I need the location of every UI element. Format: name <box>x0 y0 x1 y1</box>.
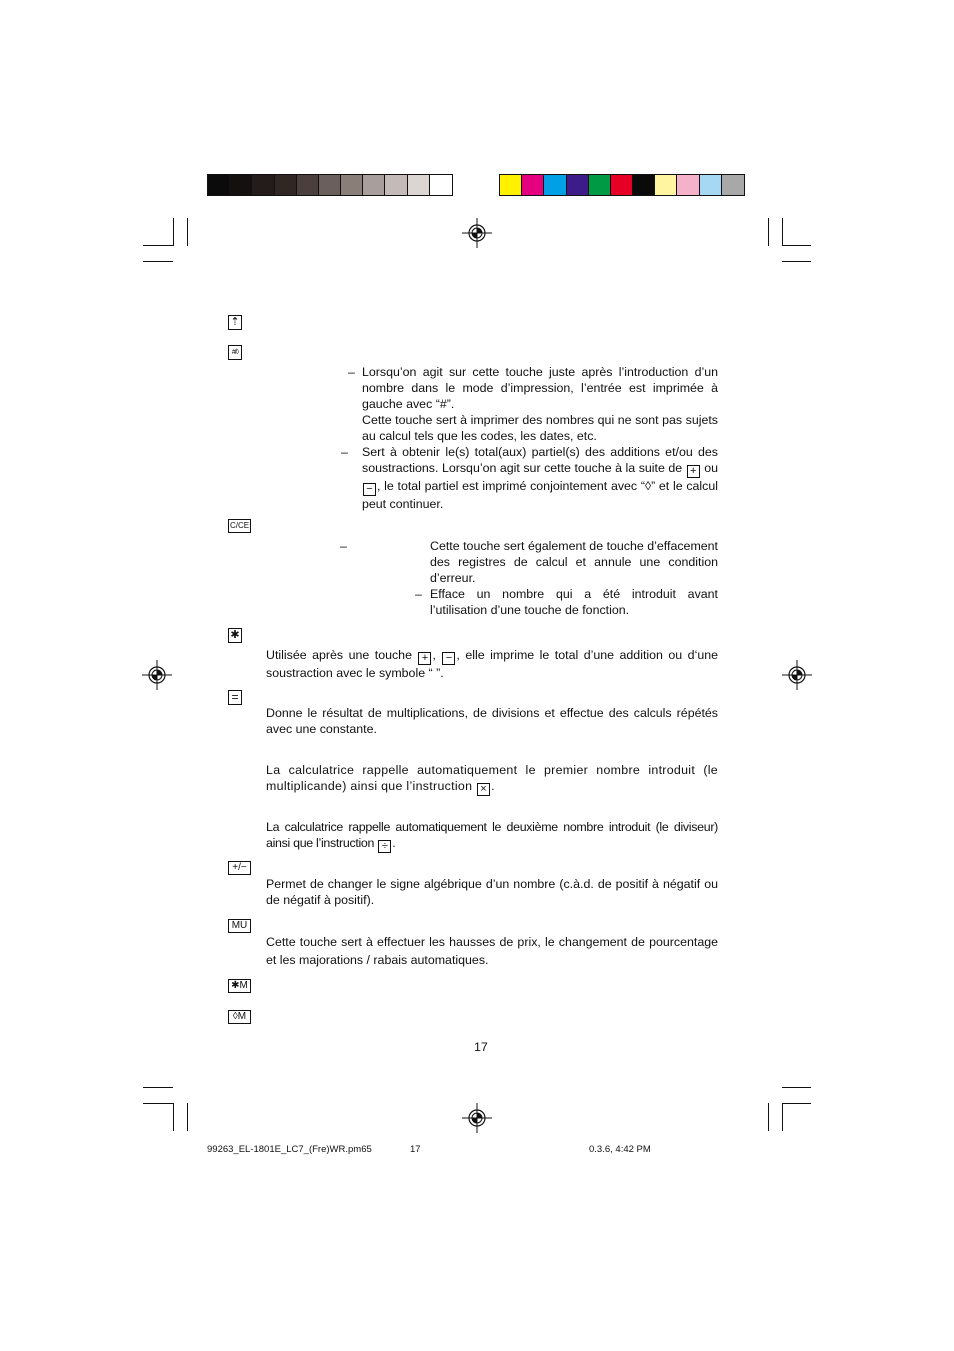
registration-mark-icon <box>142 660 172 690</box>
crop-mark <box>187 1103 188 1131</box>
div-period: . <box>392 836 396 850</box>
crop-mark <box>768 218 769 246</box>
change-sign-description: Permet de changer le signe algébrique d’un nombre (c.à.d. de positif à négatif ou de négatif à positif). <box>266 877 718 907</box>
mult-period: . <box>491 779 495 793</box>
subtotal-text-b: , le total partiel est imprimé conjointement avec “◊” et le calcul peut continuer. <box>362 479 718 511</box>
total-text-a: Utilisée après une touche <box>266 648 412 662</box>
change-sign-key-icon: +/− <box>228 861 251 875</box>
color-swatch <box>611 175 633 195</box>
equals-description: Donne le résultat de multiplications, de divisions et effectue des calculs répétés avec une constante. <box>266 706 718 736</box>
color-swatch <box>567 175 589 195</box>
color-swatch <box>363 175 385 195</box>
total-key-icon: ✱ <box>228 628 242 643</box>
footer-page: 17 <box>410 1144 421 1155</box>
multiplication-description <box>266 762 718 796</box>
crop-mark <box>782 261 811 262</box>
subtotal-text-ou: ou <box>704 461 718 475</box>
list-dash: – <box>341 445 348 459</box>
color-swatch <box>408 175 430 195</box>
color-swatch <box>297 175 319 195</box>
crop-mark <box>173 1103 174 1131</box>
crop-mark <box>143 245 173 246</box>
color-swatch <box>430 175 452 195</box>
crop-mark <box>143 1103 173 1104</box>
markup-key-icon: MU <box>228 919 251 933</box>
crop-mark <box>187 218 188 246</box>
memory-subtotal-key-icon: ◊M <box>228 1010 251 1024</box>
clear-entry-description: Efface un nombre qui a été introduit avant l’utilisation d’une touche de fonction. <box>430 587 718 617</box>
page-number: 17 <box>474 1040 488 1054</box>
hash-description: Lorsqu’on agit sur cette touche juste après l’introduction d’un nombre dans le mode d’impression, l’entrée est imprimée à gauche avec “#”. <box>362 365 718 411</box>
minus-key-icon: − <box>363 483 376 496</box>
crop-mark <box>782 1087 811 1088</box>
minus-key-icon: − <box>442 652 455 665</box>
divide-key-icon: ÷ <box>378 840 391 853</box>
color-swatch <box>500 175 522 195</box>
clear-entry-key-icon: C/CE <box>228 519 251 533</box>
crop-mark <box>143 261 173 262</box>
color-swatch <box>589 175 611 195</box>
color-swatch <box>677 175 699 195</box>
times-key-icon: × <box>477 783 490 796</box>
equals-key-icon: = <box>228 690 242 705</box>
total-text-b: , elle imprime le total d’une addition ou d‘une soustraction avec le symbole “ ”. <box>266 648 718 680</box>
footer-filename: 99263_EL-1801E_LC7_(Fre)WR.pm65 <box>207 1144 372 1155</box>
registration-mark-icon <box>782 660 812 690</box>
color-swatch <box>230 175 252 195</box>
plus-key-icon: + <box>687 465 700 478</box>
paper-feed-key-icon: ⇡ <box>228 315 242 330</box>
list-dash: – <box>348 365 355 379</box>
subtotal-text-a: Sert à obtenir le(s) total(aux) partiel(s) des additions et/ou des soustractions. Lorsqu’on agit sur cette touche à la suite de <box>362 445 718 475</box>
total-text-comma: , <box>432 648 436 662</box>
color-swatch <box>319 175 341 195</box>
color-swatch <box>722 175 744 195</box>
mult-text: La calculatrice rappelle automatiquement le premier nombre introduit (le multiplicande) ainsi que l’instruction <box>266 763 718 793</box>
crop-mark <box>173 218 174 246</box>
clear-description: Cette touche sert également de touche d’effacement des registres de calcul et annule une condition d’erreur. <box>430 539 718 585</box>
markup-description: Cette touche sert à effectuer les hausses de prix, le changement de pourcentage et les majorations / rabais automatiques. <box>266 935 718 967</box>
crop-mark <box>782 245 811 246</box>
registration-mark-icon <box>462 1103 492 1133</box>
registration-mark-icon <box>462 218 492 248</box>
subtotal-description <box>362 444 718 512</box>
color-swatch <box>385 175 407 195</box>
crop-mark <box>782 218 783 246</box>
percent-hash-key-icon: #/◊ <box>228 345 242 360</box>
color-swatch <box>522 175 544 195</box>
grayscale-bar <box>207 174 453 196</box>
color-swatch <box>633 175 655 195</box>
plus-key-icon: + <box>418 652 431 665</box>
color-swatch <box>544 175 566 195</box>
crop-mark <box>782 1103 811 1104</box>
color-swatch <box>275 175 297 195</box>
list-dash: – <box>415 587 422 601</box>
color-swatch <box>655 175 677 195</box>
total-description <box>266 647 718 681</box>
division-description <box>266 819 718 853</box>
list-dash: – <box>340 539 347 553</box>
footer-date: 0.3.6, 4:42 PM <box>589 1144 651 1155</box>
memory-total-key-icon: ✱M <box>228 979 251 993</box>
crop-mark <box>143 1087 173 1088</box>
div-text: La calculatrice rappelle automatiquement le deuxième nombre introduit (le diviseur) ainsi que l’instruction <box>266 820 718 850</box>
crop-mark <box>782 1103 783 1131</box>
color-bar <box>499 174 745 196</box>
color-swatch <box>341 175 363 195</box>
color-swatch <box>700 175 722 195</box>
crop-mark <box>768 1103 769 1131</box>
color-swatch <box>252 175 274 195</box>
color-swatch <box>208 175 230 195</box>
hash-note: Cette touche sert à imprimer des nombres qui ne sont pas sujets au calcul tels que les codes, les dates, etc. <box>362 413 718 443</box>
